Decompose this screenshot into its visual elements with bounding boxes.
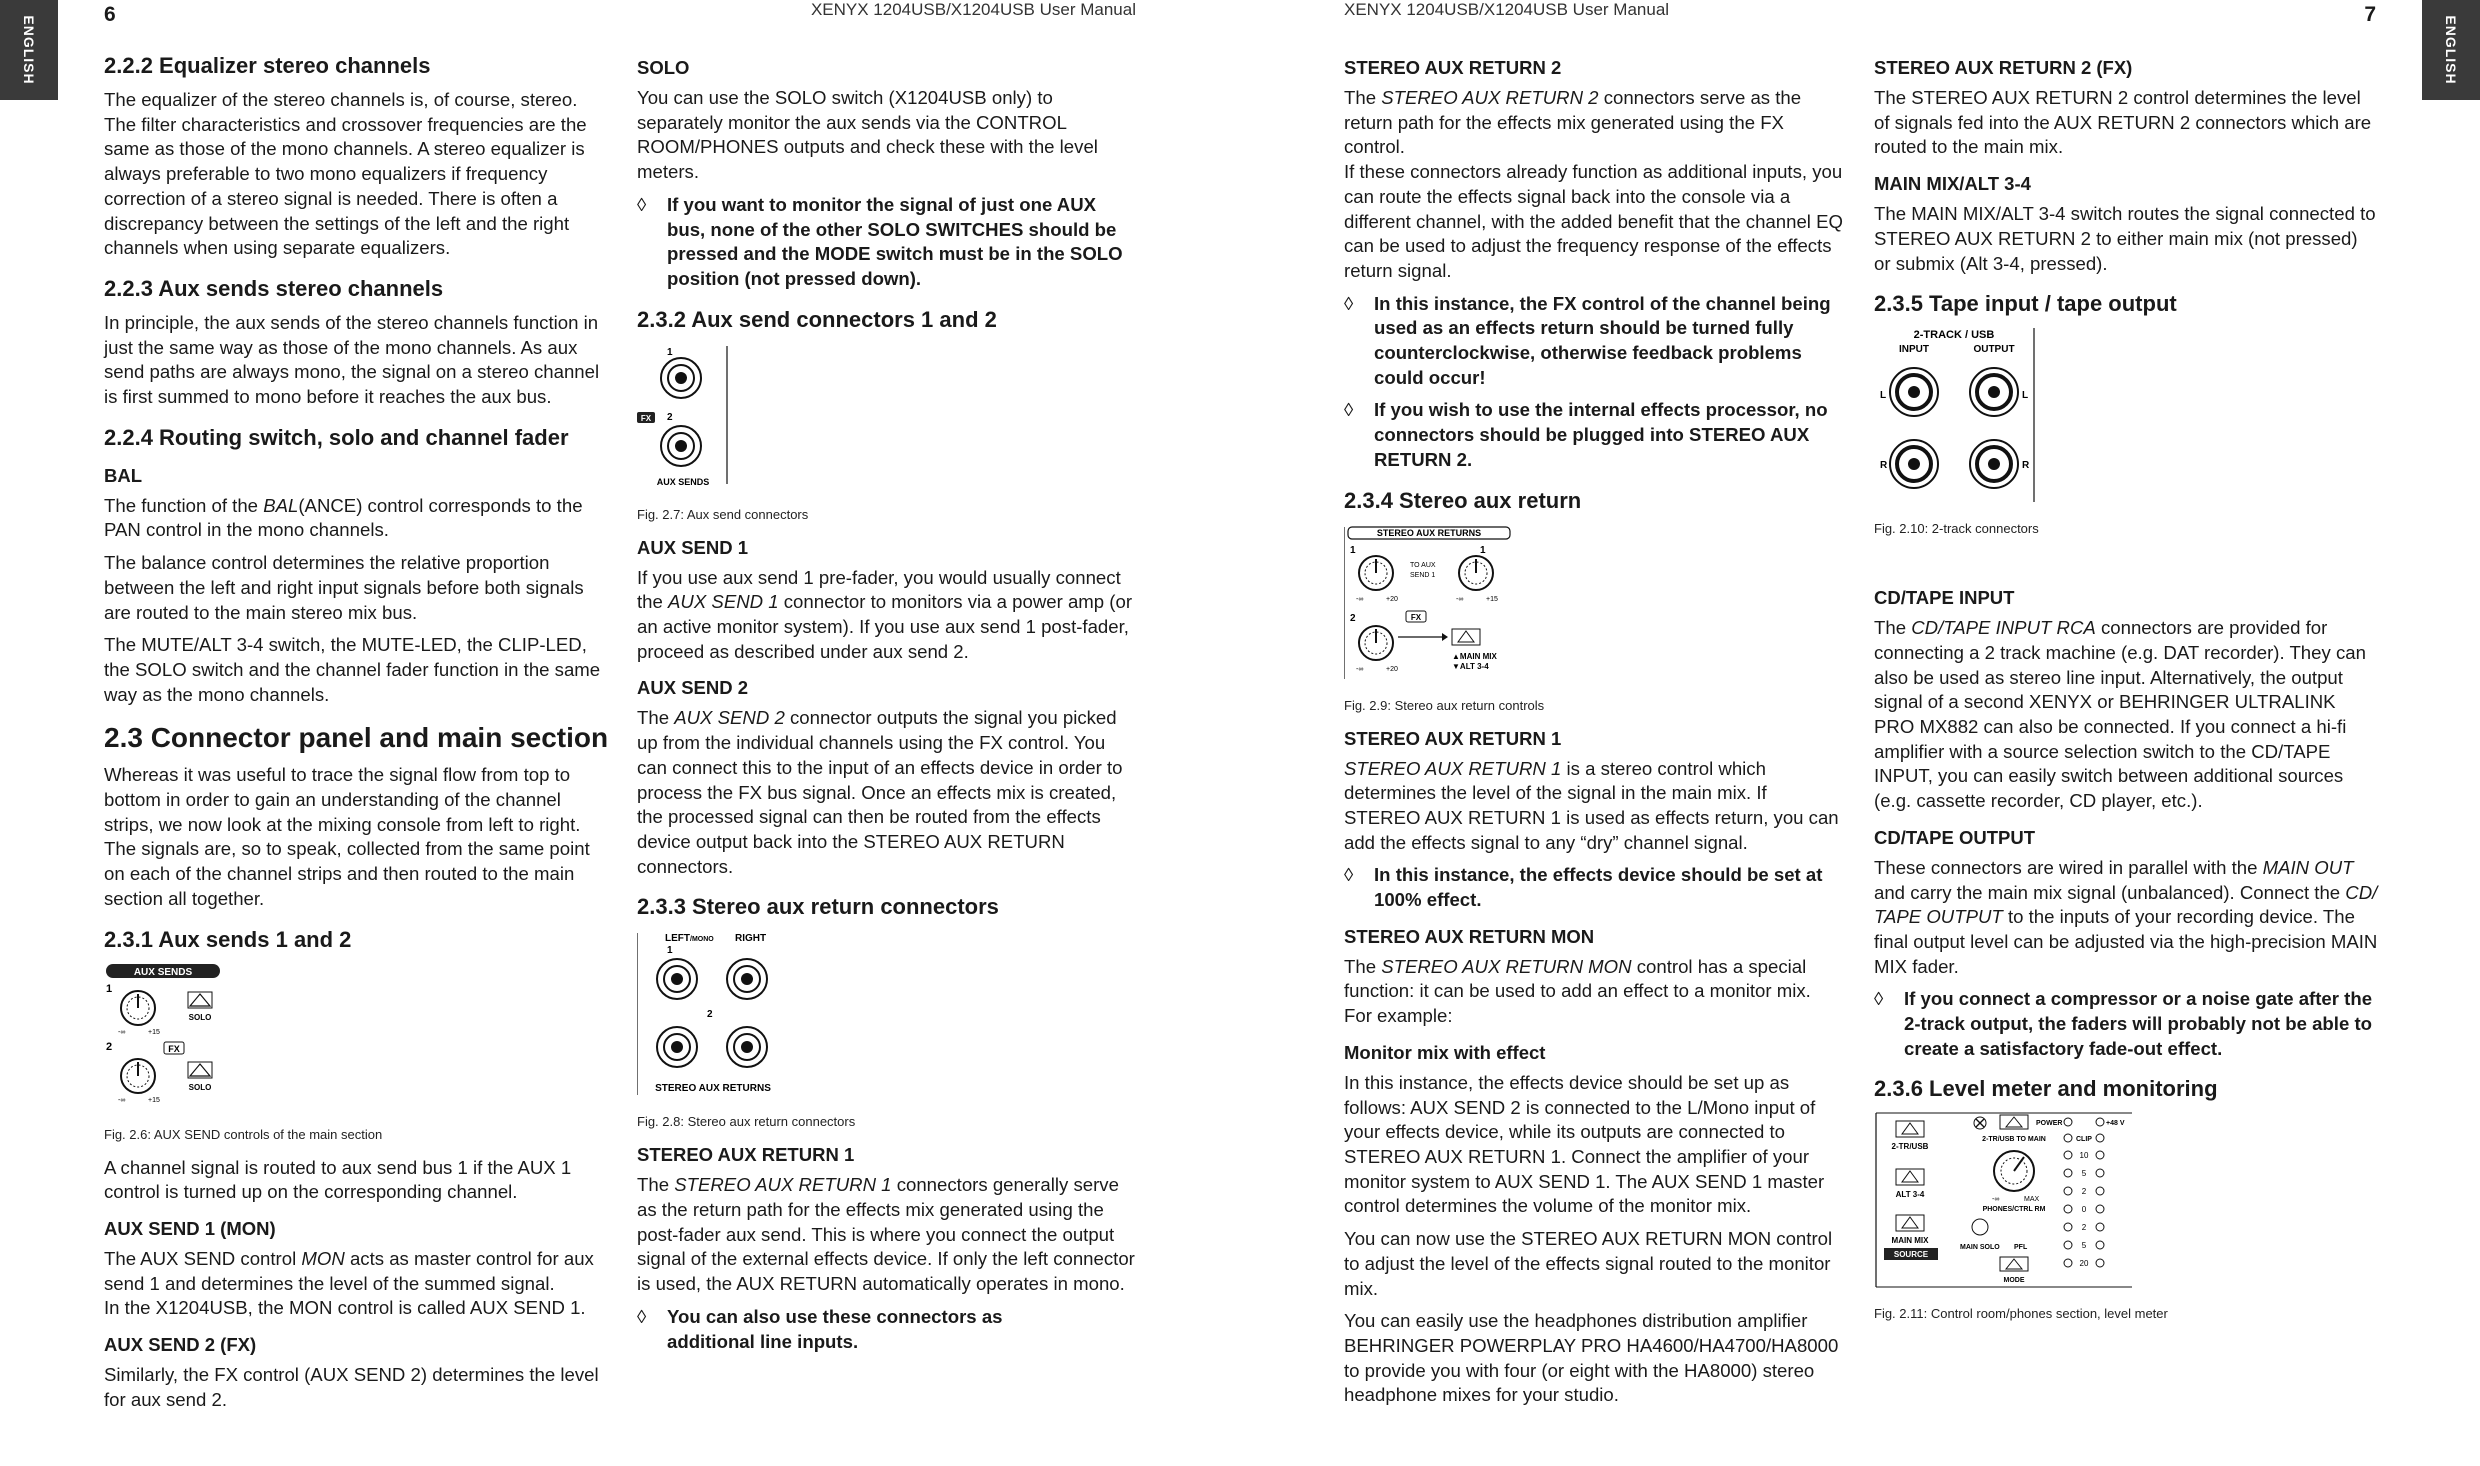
max-label: +20 [1386, 595, 1398, 603]
note: ◊ In this instance, the FX control of the channel being used as an effects return should be turned fully counterclockwise, otherwise feedback problems could occur! [1344, 292, 1831, 388]
meter-led-right [2096, 1259, 2104, 1267]
diamond-icon: ◊ [637, 1305, 647, 1327]
max-label: +20 [1386, 665, 1398, 673]
title: STEREO AUX RETURNS [1376, 527, 1482, 538]
paragraph: STEREO AUX RETURN 1 is a stereo control which determines the level of the signal in the main mix. If STEREO AUX RETURN 1 is used as effects return, you can add the effects signal to any “dry” channel signal. [1344, 757, 1839, 853]
section-heading-2-3-4: 2.3.4 Stereo aux return [1344, 487, 1582, 513]
right-page [1240, 0, 2480, 1466]
subheading-aux-send-2: AUX SEND 2 [637, 677, 749, 699]
main-solo-led [1972, 1219, 1988, 1235]
section-heading-2-3-5: 2.3.5 Tape input / tape output [1874, 291, 2177, 317]
subheading-monitor-mix: Monitor mix with effect [1344, 1041, 1546, 1063]
meter-scale-label: 20 [2079, 1259, 2089, 1269]
subheading-bal: BAL [104, 464, 143, 486]
r-label: R [1880, 460, 1888, 472]
level-meter [2064, 1151, 2104, 1268]
paragraph: For example: [1344, 1005, 1453, 1027]
aux-ch2-label: 2 [106, 1040, 113, 1053]
figure-caption: Fig. 2.6: AUX SEND controls of the main section [104, 1126, 383, 1142]
phantom-led [2096, 1118, 2104, 1126]
min-label: -∞ [1992, 1196, 2000, 1204]
meter-scale-label: 0 [2081, 1205, 2087, 1215]
left-label: LEFT/MONO [665, 933, 714, 945]
section-heading-2-3: 2.3 Connector panel and main section [104, 722, 609, 754]
note: ◊ If you wish to use the internal effects processor, no connectors should be plugged into STEREO AUX RETURN 2. [1344, 399, 1828, 470]
paragraph: The STEREO AUX RETURN 2 connectors serve as the return path for the effects mix generated using the FX control. [1344, 87, 1802, 158]
diamond-icon: ◊ [1874, 988, 1884, 1010]
section-heading-2-3-1: 2.3.1 Aux sends 1 and 2 [104, 926, 352, 952]
aux-send-jacks-diagram [637, 342, 747, 492]
subheading-stereo-aux-return-mon: STEREO AUX RETURN MON [1344, 925, 1595, 947]
column-3 [1344, 52, 1844, 1416]
solo-button-1 [190, 994, 210, 1006]
subheading-stereo-aux-return-2-fx: STEREO AUX RETURN 2 (FX) [1874, 57, 2133, 78]
section-heading-2-2-2: 2.2.2 Equalizer stereo channels [104, 53, 431, 78]
min-label: -∞ [1456, 595, 1464, 603]
meter-led-right [2096, 1241, 2104, 1249]
figure-caption: Fig. 2.11: Control room/phones section, level meter [1874, 1306, 2168, 1322]
jack-1-number: 1 [667, 346, 673, 358]
paragraph: The AUX SEND control MON acts as master control for aux send 1 and determines the level of the summed signal. [104, 1247, 594, 1294]
meter-led-right [2096, 1187, 2104, 1195]
knob-max: +15 [148, 1028, 160, 1036]
figure-2-9-stereo-aux-return-controls [1344, 523, 1844, 688]
note: ◊ If you connect a compressor or a noise gate after the 2-track output, the faders will probably not be able to create a satisfactory fade-out effect. [1874, 988, 2373, 1059]
paragraph: You can easily use the headphones distribution amplifier BEHRINGER POWERPLAY PRO HA4600/HA4700/HA8000 to provide you with four (or eight with the HA8000) stereo headphone mixes for your studio. [1344, 1310, 1839, 1406]
paragraph: Similarly, the FX control (AUX SEND 2) determines the level for aux send 2. [104, 1364, 599, 1410]
meter-led-right [2096, 1169, 2104, 1177]
control-room-meter-diagram [1874, 1111, 2134, 1291]
meter-led-left [2064, 1169, 2072, 1177]
l-label: L [2022, 390, 2029, 402]
note: ◊ If you want to monitor the signal of just one AUX bus, none of the other SOLO SWITCHES should be pressed and the MODE switch must be in the SOLO position (not pressed down). [637, 193, 1123, 289]
running-header: XENYX 1204USB/X1204USB User Manual [1344, 0, 1670, 19]
2-track-title: 2-TRACK / USB [1913, 329, 1995, 342]
paragraph: The equalizer of the stereo channels is, of course, stereo. The filter characteristics and crossover frequencies are the same as those of the mono channels. A stereo equalizer is always preferable to two mono equalizers if frequency correction of a stereo signal is needed. There is often a discrepancy between the settings of the left and the right channels when using separate equalizers. [104, 89, 587, 259]
knob-min-2: -∞ [118, 1096, 126, 1104]
input-label: INPUT [1899, 344, 1929, 356]
subheading-main-mix-alt: MAIN MIX/ALT 3-4 [1874, 173, 2031, 195]
running-header: XENYX 1204USB/X1204USB User Manual [810, 0, 1136, 19]
section-heading-2-2-3: 2.2.3 Aux sends stereo channels [104, 275, 444, 301]
mon-1-number: 1 [1480, 544, 1486, 556]
knob-min: -∞ [118, 1028, 126, 1036]
section-heading-2-3-2: 2.3.2 Aux send connectors 1 and 2 [637, 306, 997, 332]
figure-caption: Fig. 2.8: Stereo aux return connectors [637, 1114, 856, 1130]
paragraph: The CD/TAPE INPUT RCA connectors are provided for connecting a 2 track machine (e.g. DAT recorder). They can also be used as stereo line input. Alternatively, the output signal of a second XENYX or BEHRINGER ULTRALINK PRO MX882 can also be connected. If you connect a hi-fi amplifier with a source selection switch to the CD/TAPE INPUT, you can easily switch between additional sources (e.g. cassette recorder, CD player, etc.). [1874, 617, 2366, 812]
knob-max-2: +15 [148, 1096, 160, 1104]
stereo-aux-returns-label: STEREO AUX RETURNS [655, 1083, 771, 1095]
return-2-number: 2 [707, 1009, 713, 1021]
solo-label-1: SOLO [188, 1012, 212, 1022]
paragraph: These connectors are wired in parallel with the MAIN OUT and carry the main mix signal (unbalanced). Connect the CD/ TAPE OUTPUT to the inputs of your recording device. The final output level can be adjusted via the high-precision MAIN MIX fader. [1874, 856, 2378, 977]
stereo-aux-return-jacks-diagram [637, 929, 797, 1099]
diamond-icon: ◊ [1344, 292, 1354, 314]
alt34-label: ALT 3-4 [1895, 1190, 1925, 1200]
paragraph: The STEREO AUX RETURN 1 connectors generally serve as the return path for the effects mix generated using the post-fader aux send. This is where you connect the output signal of the external effects device. If only the left connector is used, the AUX RETURN automatically operates in mono. [637, 1174, 1135, 1295]
alt34-label: ▼ALT 3-4 [1452, 661, 1489, 671]
min-label: -∞ [1356, 595, 1364, 603]
l-label: L [1880, 390, 1887, 402]
diamond-icon: ◊ [637, 193, 647, 215]
column-4 [1874, 52, 2379, 1335]
fx-label: FX [1410, 612, 1422, 622]
meter-scale-label: 5 [2081, 1241, 2087, 1251]
fx-label: FX [168, 1043, 180, 1054]
2-track-rca-diagram [1874, 326, 2044, 506]
paragraph: In this instance, the effects device should be set up as follows: AUX SEND 2 is connected to the L/Mono input of your effects device, while its outputs are connected to STEREO AUX RETURN 1. Connect the amplifier of your monitor system to AUX SEND 1. The AUX SEND 1 master control determines the volume of the monitor mix. [1344, 1071, 1825, 1217]
subheading-stereo-aux-return-2: STEREO AUX RETURN 2 [1344, 57, 1562, 78]
paragraph: The balance control determines the relative proportion between the left and right input signals before both signals are routed to the main stereo mix bus. [104, 552, 584, 623]
to-aux-label: TO AUX [1410, 561, 1436, 569]
subheading-aux-send-2-fx: AUX SEND 2 (FX) [104, 1334, 257, 1356]
meter-led-left [2064, 1205, 2072, 1213]
paragraph: You can now use the STEREO AUX RETURN MON control to adjust the level of the effects signal routed to the monitor mix. [1344, 1228, 1833, 1299]
main-mix-label: MAIN MIX [1891, 1236, 1929, 1246]
meter-led-right [2096, 1151, 2104, 1159]
figure-caption: Fig. 2.7: Aux send connectors [637, 506, 809, 522]
subheading-solo: SOLO [637, 57, 690, 78]
stereo-aux-return-controls-diagram [1344, 523, 1514, 683]
subheading-cd-tape-input: CD/TAPE INPUT [1874, 587, 2015, 609]
language-tab: ENGLISH [2422, 0, 2480, 100]
max-label: MAX [2024, 1196, 2040, 1204]
paragraph: In principle, the aux sends of the stereo channels function in just the same way as those of the mono channels. As aux send paths are always mono, the signal on a stereo channel is first summed to mono before it reaches the aux bus. [104, 311, 600, 408]
main-mix-label: ▲MAIN MIX [1452, 651, 1497, 661]
section-heading-2-2-4: 2.2.4 Routing switch, solo and channel fader [104, 424, 569, 450]
return-2-number: 2 [1350, 612, 1356, 624]
solo-label-2: SOLO [188, 1082, 212, 1092]
diamond-icon: ◊ [1344, 864, 1354, 886]
subheading-aux-send-1-mon: AUX SEND 1 (MON) [104, 1217, 276, 1239]
r-label: R [2022, 460, 2030, 472]
figure-2-10-2-track-connectors [1874, 326, 2379, 511]
max-label: +15 [1486, 595, 1498, 603]
aux-ch1-label: 1 [106, 982, 113, 995]
meter-led-left [2064, 1223, 2072, 1231]
power-label: POWER [2036, 1120, 2063, 1128]
source-label: SOURCE [1893, 1250, 1929, 1260]
right-label: RIGHT [735, 933, 767, 945]
paragraph: The MUTE/ALT 3-4 switch, the MUTE-LED, the CLIP-LED, the SOLO switch and the channel fader function in the same way as the mono channels. [104, 634, 601, 705]
meter-led-left [2064, 1151, 2072, 1159]
subheading-stereo-aux-return-1: STEREO AUX RETURN 1 [637, 1144, 855, 1166]
send1-label: SEND 1 [1410, 571, 1436, 579]
clip-label: CLIP [2076, 1136, 2092, 1144]
paragraph: The STEREO AUX RETURN 2 control determines the level of signals fed into the AUX RETURN 2 connectors which are routed to the main mix. [1874, 87, 2372, 158]
paragraph: If these connectors already function as additional inputs, you can route the effects signal back into the console via a different channel, with the added benefit that the channel EQ can be used to adjust the frequency response of the effects return signal. [1344, 161, 1843, 281]
paragraph: In the X1204USB, the MON control is called AUX SEND 1. [104, 1297, 586, 1319]
figure-2-8-stereo-aux-return-connectors [637, 929, 1137, 1104]
paragraph: You can use the SOLO switch (X1204USB only) to separately monitor the aux sends via the CONTROL ROOM/PHONES outputs and check these with the level meters. [637, 87, 1098, 183]
note: ◊ In this instance, the effects device should be set at 100% effect. [1344, 864, 1823, 911]
meter-scale-label: 5 [2081, 1169, 2087, 1179]
aux-sends-diagram [104, 962, 244, 1112]
diamond-icon: ◊ [1344, 399, 1354, 421]
paragraph: Whereas it was useful to trace the signal flow from top to bottom in order to gain an understanding of the channel strips, we now look at the mixing console from left to right. The signals are, so to speak, collected from the same point on each of the channel strips and then routed to the main section all together. [104, 764, 590, 909]
paragraph: If you use aux send 1 pre-fader, you would usually connect the AUX SEND 1 connector to monitors via a power amp (or an active monitor system). If you use aux send 1 post-fader, proceed as described under aux send 2. [637, 566, 1133, 662]
language-tab: ENGLISH [0, 0, 58, 100]
page-number: 6 [104, 3, 116, 26]
meter-led-left [2064, 1241, 2072, 1249]
subheading-stereo-aux-return-1: STEREO AUX RETURN 1 [1344, 727, 1562, 749]
main-solo-label: MAIN SOLO [1960, 1244, 2000, 1252]
return-1-number: 1 [1350, 544, 1356, 556]
figure-2-11-control-room-level-meter [1874, 1111, 2379, 1296]
2tr-usb-label: 2-TR/USB [1891, 1142, 1929, 1152]
figure-2-7-aux-send-connectors [637, 342, 1137, 497]
aux-sends-title: AUX SENDS [133, 966, 193, 978]
column-1 [104, 52, 609, 1421]
meter-led-right [2096, 1205, 2104, 1213]
figure-2-6-aux-send-controls [104, 962, 609, 1117]
jack-2-number: 2 [667, 411, 673, 423]
figure-caption: Fig. 2.10: 2-track connectors [1874, 521, 2039, 537]
aux-sends-label: AUX SENDS [656, 476, 710, 487]
meter-scale-label: 2 [2081, 1223, 2087, 1233]
section-heading-2-3-6: 2.3.6 Level meter and monitoring [1874, 1076, 2218, 1102]
min-label: -∞ [1356, 665, 1364, 673]
meter-led-right [2096, 1223, 2104, 1231]
pfl-label: PFL [2014, 1244, 2028, 1252]
meter-led-left [2064, 1187, 2072, 1195]
paragraph: The function of the BAL(ANCE) control corresponds to the PAN control in the mono channels. [104, 494, 583, 541]
paragraph: The MAIN MIX/ALT 3-4 switch routes the signal connected to STEREO AUX RETURN 2 to either main mix (not pressed) or submix (Alt 3-4, pressed). [1874, 203, 2376, 274]
page-number: 7 [2364, 3, 2376, 26]
figure-caption: Fig. 2.9: Stereo aux return controls [1344, 697, 1545, 713]
phones-label: PHONES/CTRL RM [1982, 1206, 2046, 1214]
section-heading-2-3-3: 2.3.3 Stereo aux return connectors [637, 894, 999, 920]
meter-scale-label: 10 [2079, 1151, 2089, 1161]
column-2 [637, 52, 1137, 1362]
subheading-aux-send-1: AUX SEND 1 [637, 536, 749, 558]
subheading-cd-tape-output: CD/TAPE OUTPUT [1874, 826, 2036, 848]
note: ◊ You can also use these connectors as additional line inputs. [637, 1305, 1003, 1352]
output-label: OUTPUT [1973, 344, 2015, 356]
2tr-to-main-label: 2-TR/USB TO MAIN [1982, 1136, 2046, 1144]
meter-led-left [2064, 1259, 2072, 1267]
fx-label: FX [640, 413, 652, 423]
phantom-label: +48 V [2106, 1120, 2125, 1128]
return-1-number: 1 [667, 945, 673, 957]
mode-label: MODE [2003, 1277, 2025, 1285]
paragraph: The AUX SEND 2 connector outputs the signal you picked up from the individual channels using the FX control. You can connect this to the input of an effects device in order to process the FX bus signal. Once an effects mix is created, the processed signal can then be routed from the effects device output back into the STEREO AUX RETURN connectors. [637, 707, 1123, 877]
paragraph: A channel signal is routed to aux send bus 1 if the AUX 1 control is turned up on the corresponding channel. [104, 1156, 572, 1203]
paragraph: The STEREO AUX RETURN MON control has a special function: it can be used to add an effect to a monitor mix. [1344, 955, 1811, 1002]
power-led [2064, 1118, 2072, 1126]
meter-scale-label: 2 [2081, 1187, 2087, 1197]
